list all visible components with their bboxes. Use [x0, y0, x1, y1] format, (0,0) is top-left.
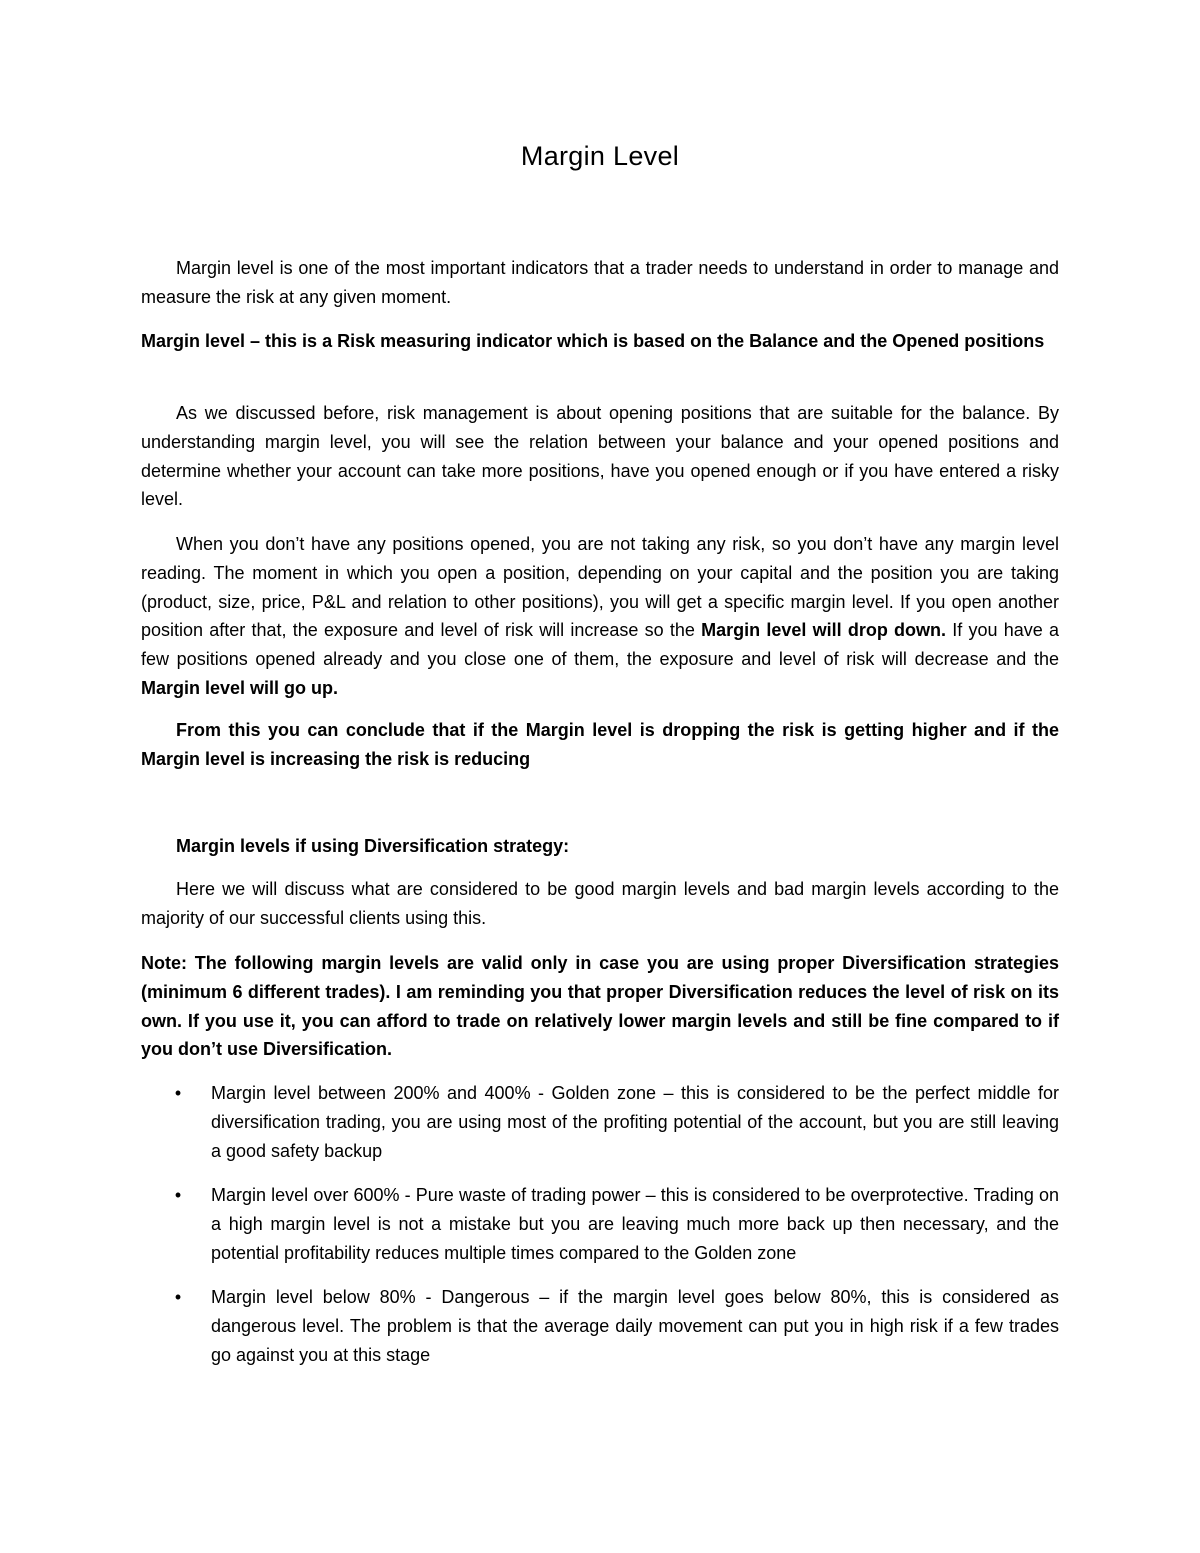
positions-bold-1: Margin level will drop down.: [701, 620, 947, 641]
section-heading: Margin levels if using Diversification strategy:: [176, 836, 570, 856]
positions-paragraph: [141, 530, 1059, 703]
intro-paragraph: Margin level is one of the most important indicators that a trader needs to understand in order to manage and measure the risk at any given moment.: [141, 258, 1059, 307]
discussion-paragraph: Here we will discuss what are considered to be good margin levels and bad margin levels according to the majority of our successful clients using this.: [141, 879, 1059, 928]
definition-paragraph: Margin level – this is a Risk measuring indicator which is based on the Balance and the Opened positions: [141, 331, 1045, 351]
list-item-text: Margin level below 80% - Dangerous – if the margin level goes below 80%, this is considered as dangerous level. The problem is that the average daily movement can put you in high risk if a few trades go against you at this stage: [211, 1287, 1059, 1365]
positions-bold-2: Margin level will go up.: [141, 677, 339, 698]
note-paragraph: Note: The following margin levels are valid only in case you are using proper Diversification strategies (minimum 6 different trades). I am reminding you that proper Diversification reduces the level of risk on its own. If you use it, you can afford to trade on relatively lower margin levels and still be fine compared to if you don’t use Diversification.: [141, 953, 1059, 1060]
conclusion-paragraph: From this you can conclude that if the Margin level is dropping the risk is getting higher and if the Margin level is increasing the risk is reducing: [141, 720, 1059, 769]
positions-text-2: If you have a few positions opened already and you close one of them, the exposure and level of risk will decrease and the: [141, 620, 1059, 670]
document-title: Margin Level: [520, 141, 680, 171]
list-item-text: Margin level between 200% and 400% - Golden zone – this is considered to be the perfect middle for diversification trading, you are using most of the profiting potential of the account, but you are still leaving a good safety backup: [211, 1083, 1059, 1161]
bullet-icon: •: [174, 1185, 182, 1205]
bullet-icon: •: [174, 1287, 182, 1307]
positions-text-1: When you don’t have any positions opened, you are not taking any risk, so you don’t have any margin level reading. The moment in which you open a position, depending on your capital and the position you are taking (product, size, price, P&L and relation to other positions), you will get a specific margin level. If you open another position after that, the exposure and level of risk will increase so the: [141, 534, 1059, 641]
bullet-icon: •: [174, 1083, 182, 1103]
risk-management-paragraph: As we discussed before, risk management is about opening positions that are suitable for the balance. By understanding margin level, you will see the relation between your balance and your opened positions and determine whether your account can take more positions, have you opened enough or if you have entered a risky level.: [141, 403, 1059, 510]
list-item-text: Margin level over 600% - Pure waste of trading power – this is considered to be overprotective. Trading on a high margin level is not a mistake but you are leaving much more back up then necessary, and the potential profitability reduces multiple times compared to the Golden zone: [211, 1185, 1059, 1263]
